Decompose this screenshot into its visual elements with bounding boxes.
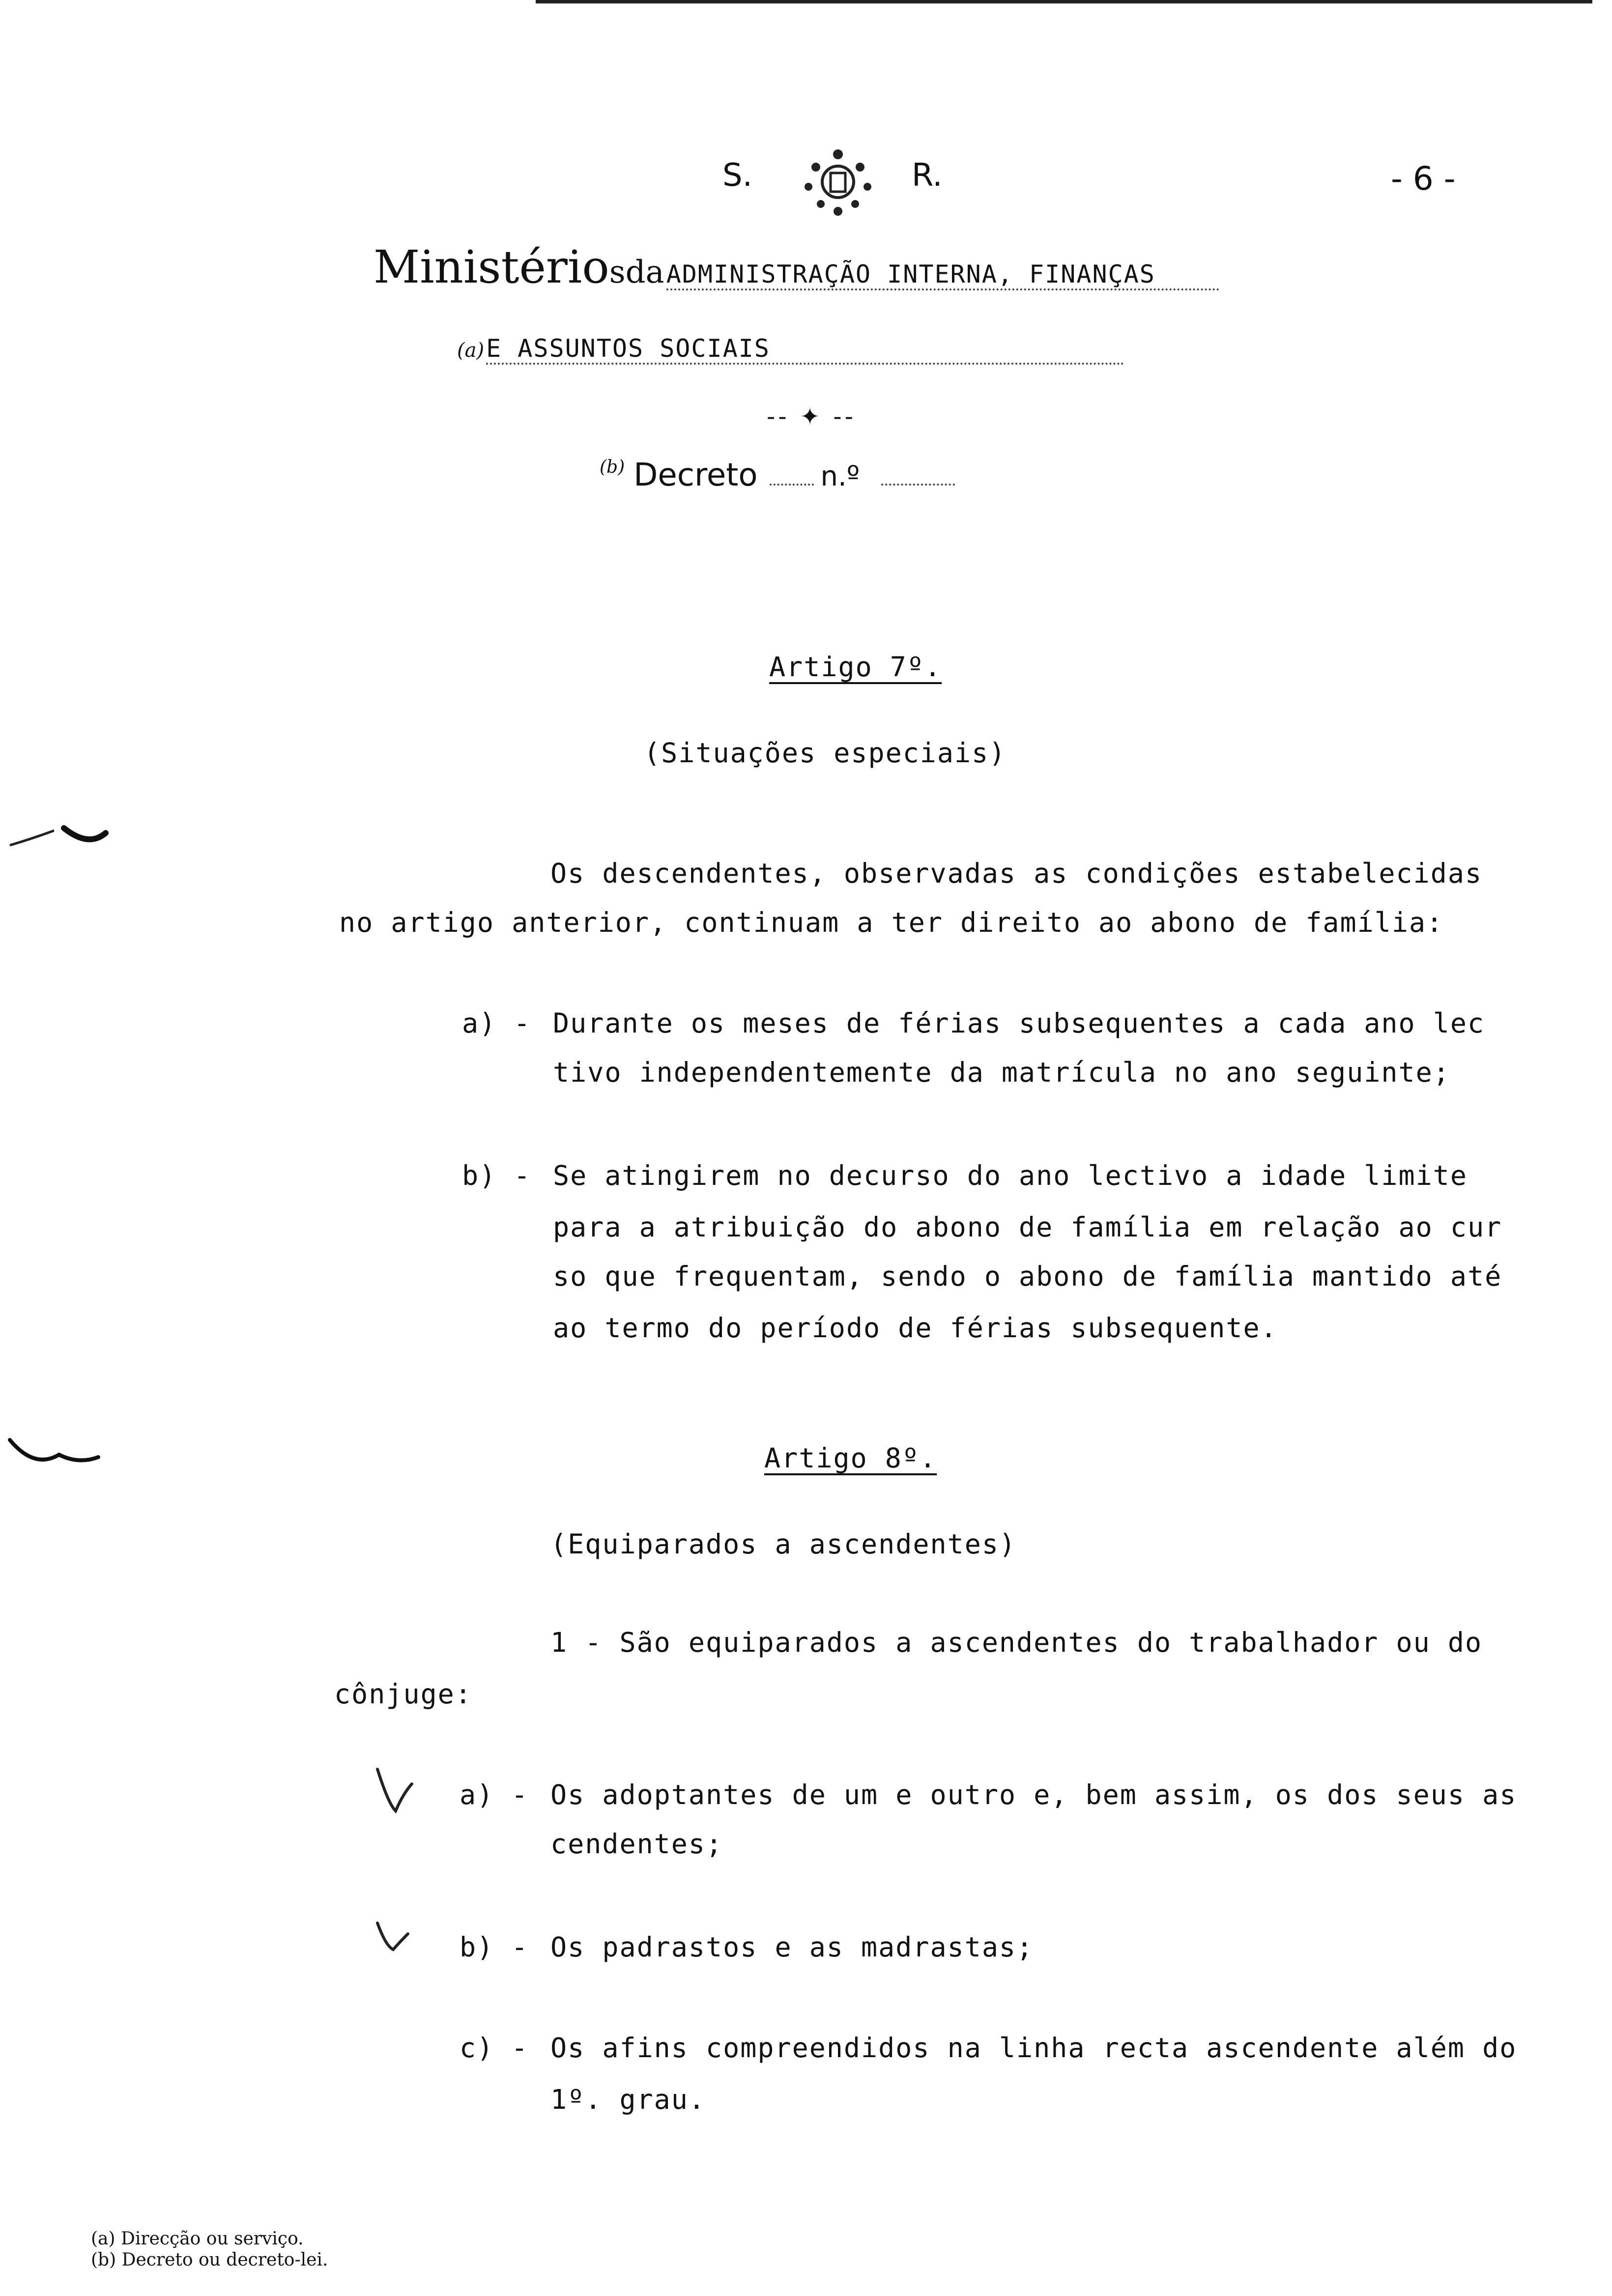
decreto-label: Decreto (633, 457, 758, 493)
check-mark-icon (374, 1919, 413, 1958)
header-diamond-divider: -- ✦ -- (767, 403, 857, 430)
header-s-letter: S. (722, 157, 752, 194)
coat-of-arms-emblem (786, 143, 890, 221)
article-8-item-a-line-2: cendentes; (550, 1828, 723, 1860)
decreto-number-blank (770, 484, 814, 486)
article-7-intro-line-1: Os descendentes, observadas as condições estabelecidas (550, 858, 1483, 889)
marker-b: (b) (600, 457, 625, 477)
ministry-name-line-2: E ASSUNTOS SOCIAIS (486, 334, 1124, 365)
ministry-prefix: sda (609, 254, 664, 290)
marker-a: (a) (457, 339, 485, 362)
article-8-item-a-label: a) - (460, 1779, 529, 1810)
article-8-item-c-line-1: Os afins compreendidos na linha recta ascendente além do (550, 2032, 1517, 2064)
article-7-title: Artigo 7º. (769, 651, 942, 683)
header-r-letter: R. (912, 157, 943, 194)
numero-label: n.º (820, 460, 860, 492)
ministry-name-line-1: ADMINISTRAÇÃO INTERNA, FINANÇAS (666, 260, 1219, 290)
footnote-b: (b) Decreto ou decreto-lei. (91, 2250, 328, 2270)
article-8-title: Artigo 8º. (764, 1442, 937, 1474)
article-8-item-b-label: b) - (460, 1931, 529, 1963)
article-7-item-b-label: b) - (462, 1160, 531, 1191)
article-8-item-c-label: c) - (460, 2032, 529, 2064)
article-8-subtitle: (Equiparados a ascendentes) (550, 1528, 1017, 1560)
article-7-intro-line-2: no artigo anterior, continuam a ter direito ao abono de família: (339, 907, 1444, 938)
article-7-item-b-line-3: so que frequentam, sendo o abono de família mantido até (553, 1261, 1502, 1292)
margin-stroke-icon (5, 1435, 103, 1469)
footnote-a: (a) Direcção ou serviço. (91, 2229, 304, 2249)
numero-blank (881, 484, 955, 486)
margin-stroke-icon (5, 811, 113, 850)
article-8-intro-line-2: cônjuge: (334, 1678, 472, 1710)
top-rule (536, 0, 1592, 3)
ministry-line-2 (457, 334, 1124, 365)
article-7-item-b-line-4: ao termo do período de férias subsequente. (553, 1312, 1278, 1344)
page-number: - 6 - (1391, 160, 1456, 198)
article-8-intro-line-1: 1 - São equiparados a ascendentes do trabalhador ou do (550, 1627, 1483, 1658)
ministry-word: Ministério (374, 241, 609, 293)
article-7-item-b-line-2: para a atribuição do abono de família em relação ao cur (553, 1211, 1502, 1243)
decreto-line (600, 457, 955, 493)
article-7-subtitle: (Situações especiais) (644, 737, 1007, 769)
article-8-item-a-line-1: Os adoptantes de um e outro e, bem assim, os dos seus as (550, 1779, 1517, 1810)
article-8-item-c-line-2: 1º. grau. (550, 2084, 706, 2115)
check-mark-icon (374, 1764, 418, 1818)
article-7-item-a-line-1: Durante os meses de férias subsequentes a cada ano lec (553, 1007, 1485, 1039)
article-7-item-b-line-1: Se atingirem no decurso do ano lectivo a idade limite (553, 1160, 1468, 1191)
ministry-line-1 (374, 241, 1219, 293)
article-8-item-b-line-1: Os padrastos e as madrastas; (550, 1931, 1034, 1963)
article-7-item-a-label: a) - (462, 1007, 531, 1039)
article-7-item-a-line-2: tivo independentemente da matrícula no ano seguinte; (553, 1057, 1450, 1088)
